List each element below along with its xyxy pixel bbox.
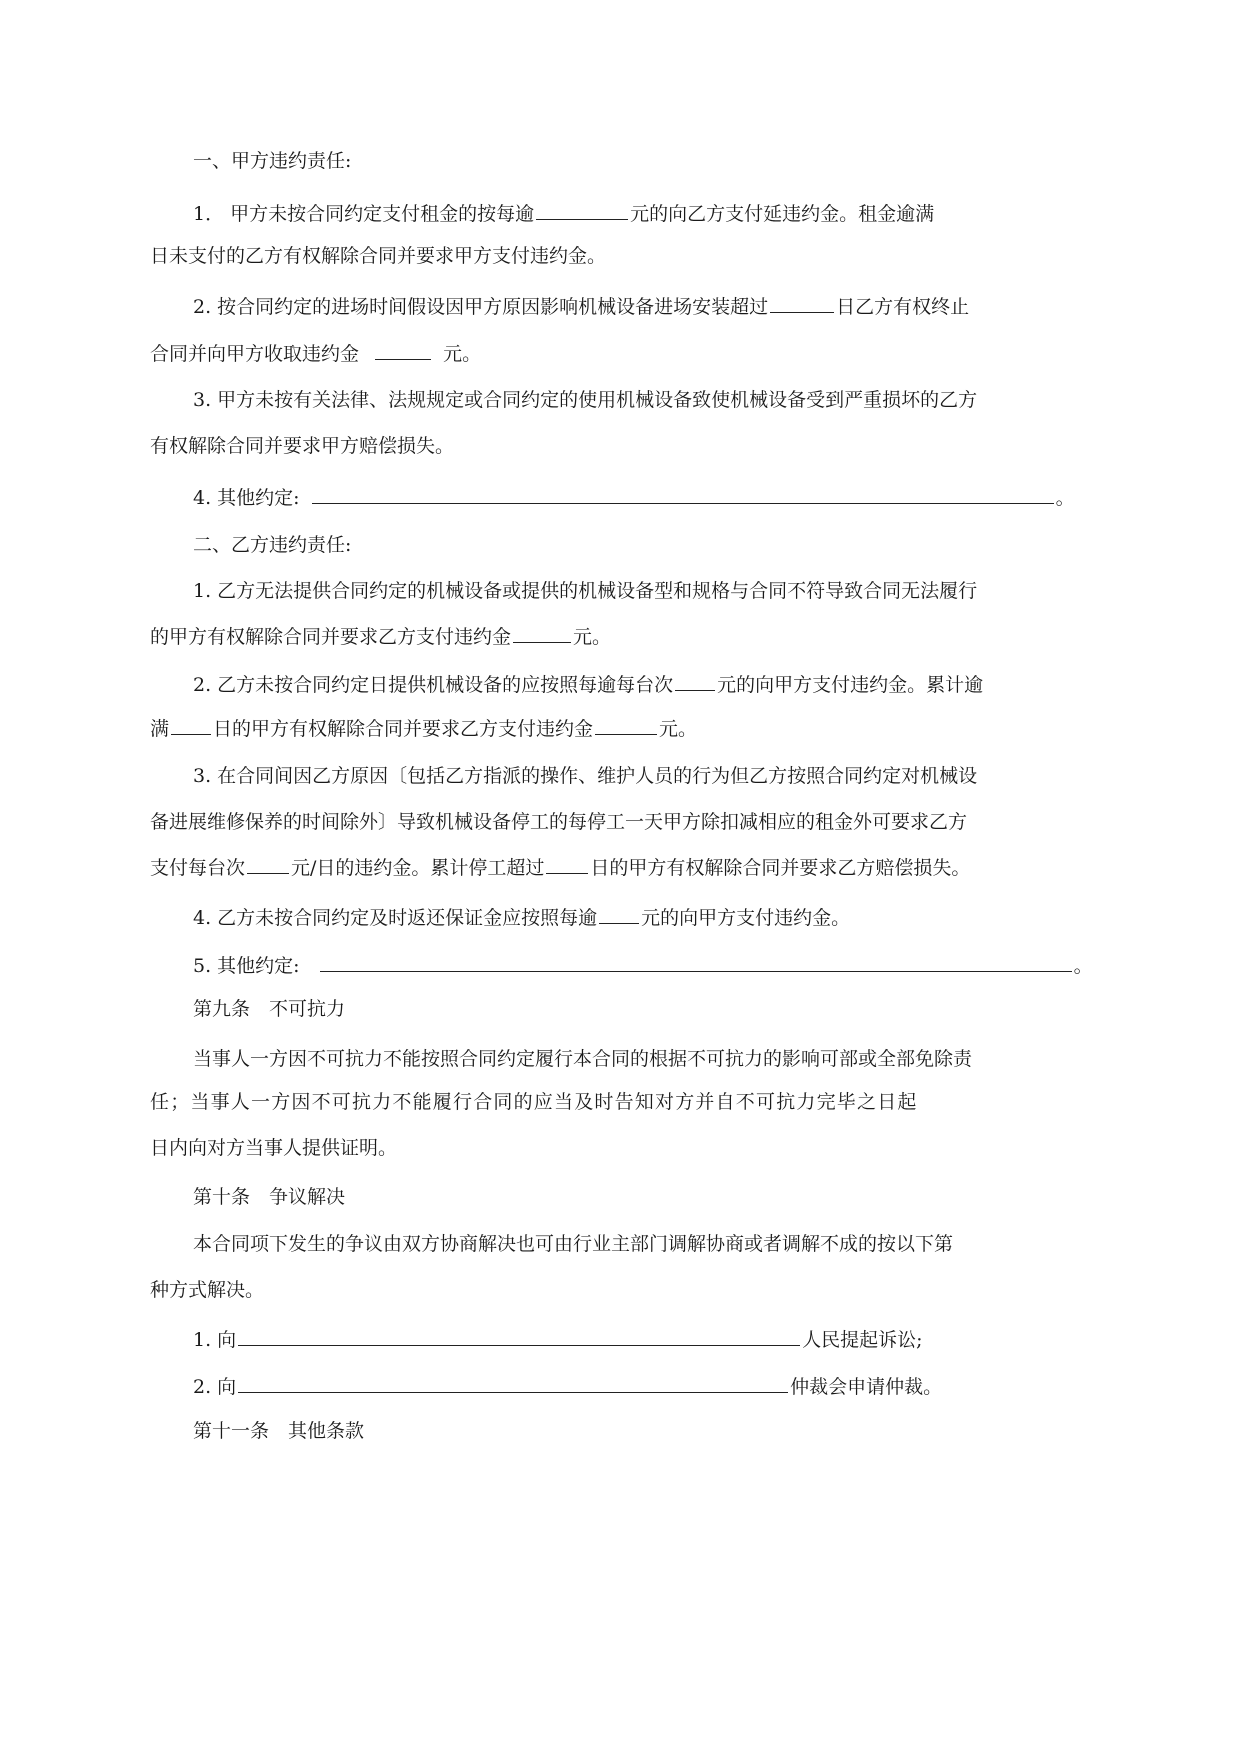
fill-in-blank[interactable] [238, 1372, 788, 1393]
clause-text: 有权解除合同并要求甲方赔偿损失。 [150, 435, 455, 457]
clause-text: 5. 其他约定: [193, 955, 300, 977]
clause-text: 元的向甲方支付违约金。 [641, 907, 851, 929]
clause-text: 1. 向 [193, 1329, 237, 1351]
paragraph-line [193, 292, 969, 320]
clause-text: 备进展维修保养的时间除外〕导致机械设备停工的每停工一天甲方除扣减相应的租金外可要求乙方 [150, 811, 968, 833]
clause-text: 元的向甲方支付违约金。累计逾 [717, 674, 984, 696]
article-heading-text: 第十一条 其他条款 [193, 1420, 365, 1442]
clause-text: 1. 乙方无法提供合同约定的机械设备或提供的机械设备型和规格与合同不符导致合同无法履行 [193, 580, 978, 602]
clause-text: 人民提起诉讼; [802, 1329, 923, 1351]
clause-text: 4. 其他约定: [193, 487, 300, 509]
clause-text: 仲裁会申请仲裁。 [790, 1376, 943, 1398]
clause-text: 元。 [443, 343, 482, 365]
section-heading [193, 532, 351, 558]
fill-in-blank[interactable] [599, 903, 639, 924]
paragraph-line [193, 578, 977, 604]
clause-text: 2. 向 [193, 1376, 237, 1398]
fill-in-blank[interactable] [320, 951, 1072, 972]
section-heading-text: 二、乙方违约责任: [193, 534, 352, 556]
clause-text: 满 [150, 718, 170, 740]
article-heading [193, 1418, 364, 1444]
paragraph-line [193, 670, 983, 698]
clause-text: 2. 乙方未按合同约定日提供机械设备的应按照每逾每台次 [193, 674, 674, 696]
clause-text: 任；当事人一方因不可抗力不能履行合同的应当及时告知对方并自不可抗力完毕之日起 [150, 1091, 918, 1113]
clause-text: 日未支付的乙方有权解除合同并要求甲方支付违约金。 [150, 245, 607, 267]
clause-text: 种方式解决。 [150, 1279, 265, 1301]
fill-in-blank[interactable] [675, 670, 715, 691]
clause-text: 支付每台次 [150, 857, 246, 879]
clause-text: 日的甲方有权解除合同并要求乙方赔偿损失。 [590, 857, 971, 879]
fill-in-blank[interactable] [536, 199, 628, 220]
paragraph-line [150, 433, 454, 459]
paragraph-line [150, 714, 697, 742]
clause-text: 日的甲方有权解除合同并要求乙方支付违约金 [213, 718, 594, 740]
clause-text: 2. 按合同约定的进场时间假设因甲方原因影响机械设备进场安装超过 [193, 296, 769, 318]
clause-text: 合同并向甲方收取违约金 [150, 343, 360, 365]
paragraph-line [193, 1325, 923, 1353]
clause-text: 。 [1055, 487, 1075, 509]
article-heading-text: 第十条 争议解决 [193, 1186, 346, 1208]
fill-in-blank[interactable] [546, 853, 588, 874]
clause-text: 日内向对方当事人提供证明。 [150, 1137, 398, 1159]
fill-in-blank[interactable] [312, 483, 1054, 504]
clause-text: 元的向乙方支付延违约金。租金逾满 [630, 203, 935, 225]
section-heading [193, 148, 351, 174]
clause-text: 日乙方有权终止 [836, 296, 970, 318]
clause-text: 当事人一方因不可抗力不能按照合同约定履行本合同的根据不可抗力的影响可部或全部免除责 [193, 1048, 973, 1070]
paragraph-line [150, 853, 970, 881]
paragraph-line [193, 1046, 972, 1072]
paragraph-line [193, 763, 977, 789]
fill-in-blank[interactable] [247, 853, 289, 874]
clause-text: 的甲方有权解除合同并要求乙方支付违约金 [150, 626, 512, 648]
paragraph-line [193, 1372, 942, 1400]
fill-in-blank[interactable] [375, 339, 431, 360]
paragraph-line [193, 1231, 953, 1257]
fill-in-blank[interactable] [171, 714, 211, 735]
clause-text: 本合同项下发生的争议由双方协商解决也可由行业主部门调解协商或者调解不成的按以下第 [193, 1233, 954, 1255]
paragraph-line [193, 951, 1093, 979]
clause-text: 。 [1073, 955, 1093, 977]
paragraph-line [150, 1089, 918, 1115]
paragraph-line [150, 809, 967, 835]
paragraph-line [150, 339, 481, 367]
clause-text: 1． 甲方未按合同约定支付租金的按每逾 [193, 203, 535, 225]
fill-in-blank[interactable] [595, 714, 657, 735]
paragraph-line [193, 387, 977, 413]
clause-text: 元/日的违约金。累计停工超过 [291, 857, 545, 879]
paragraph-line [150, 243, 606, 269]
article-heading [193, 996, 345, 1022]
clause-text: 3. 甲方未按有关法律、法规规定或合同约定的使用机械设备致使机械设备受到严重损坏的乙方 [193, 389, 978, 411]
paragraph-line [193, 199, 934, 227]
clause-text: 4. 乙方未按合同约定及时返还保证金应按照每逾 [193, 907, 598, 929]
fill-in-blank[interactable] [238, 1325, 800, 1346]
fill-in-blank[interactable] [770, 292, 834, 313]
section-heading-text: 一、甲方违约责任: [193, 150, 352, 172]
clause-text: 元。 [659, 718, 698, 740]
paragraph-line [193, 483, 1075, 511]
fill-in-blank[interactable] [513, 622, 571, 643]
paragraph-line [150, 1277, 264, 1303]
article-heading-text: 第九条 不可抗力 [193, 998, 346, 1020]
paragraph-line [150, 1135, 397, 1161]
paragraph-line [193, 903, 850, 931]
clause-text: 元。 [573, 626, 612, 648]
article-heading [193, 1184, 345, 1210]
paragraph-line [150, 622, 611, 650]
clause-text: 3. 在合同间因乙方原因〔包括乙方指派的操作、维护人员的行为但乙方按照合同约定对机械设 [193, 765, 978, 787]
